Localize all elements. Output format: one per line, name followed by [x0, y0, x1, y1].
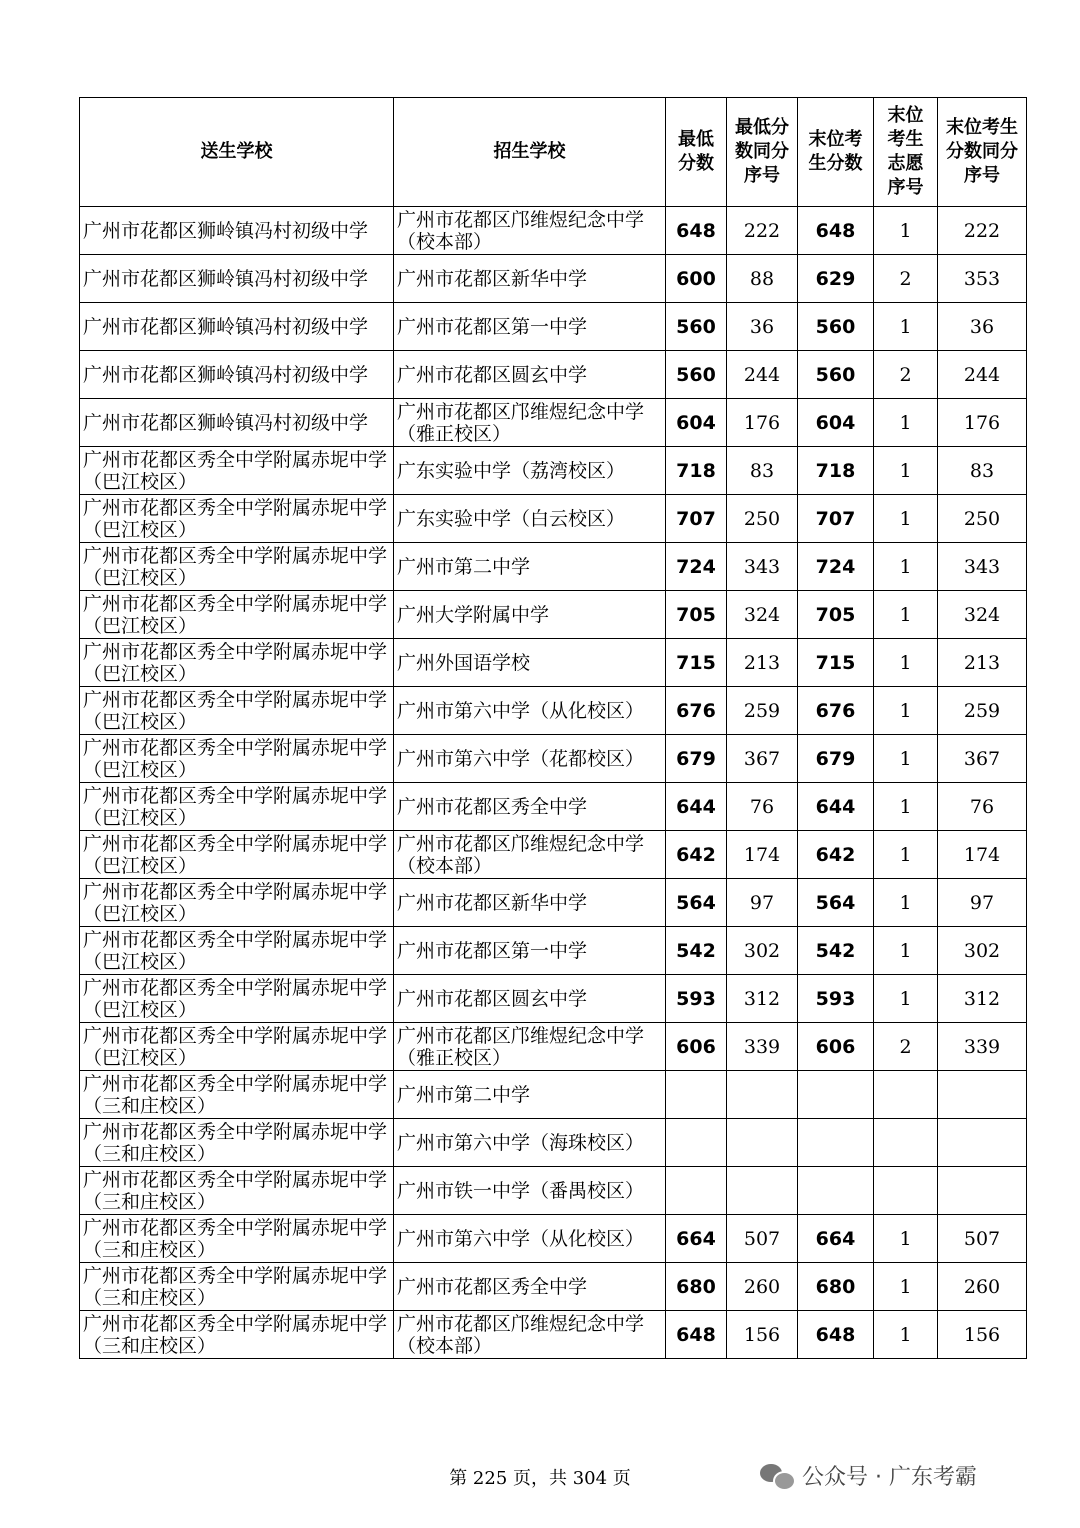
cell-recruit-school: 广州市花都区秀全中学: [394, 783, 666, 831]
cell-last-score: 560: [798, 303, 874, 351]
cell-last-score: 707: [798, 495, 874, 543]
cell-last-score: 705: [798, 591, 874, 639]
cell-last-rank: [938, 1167, 1027, 1215]
cell-recruit-school: 广州市花都区秀全中学: [394, 1263, 666, 1311]
table-row: [80, 1311, 1027, 1359]
cell-last-score: 642: [798, 831, 874, 879]
cell-send-school: 广州市花都区秀全中学附属赤坭中学（三和庄校区）: [80, 1215, 394, 1263]
table-row: [80, 1263, 1027, 1311]
table-row: [80, 447, 1027, 495]
cell-recruit-school: 广州市花都区邝维煜纪念中学（校本部）: [394, 831, 666, 879]
cell-min-rank: [727, 1119, 798, 1167]
cell-last-rank: [938, 1119, 1027, 1167]
cell-last-choice: [874, 1119, 938, 1167]
cell-send-school: 广州市花都区秀全中学附属赤坭中学（三和庄校区）: [80, 1263, 394, 1311]
cell-send-school: 广州市花都区秀全中学附属赤坭中学（巴江校区）: [80, 687, 394, 735]
cell-last-score: [798, 1167, 874, 1215]
header-last-score: 末位考 生分数: [798, 98, 874, 207]
header-send-school: 送生学校: [80, 98, 394, 207]
table-row: [80, 783, 1027, 831]
cell-last-rank: 250: [938, 495, 1027, 543]
cell-last-choice: 2: [874, 255, 938, 303]
cell-recruit-school: 广州市铁一中学（番禺校区）: [394, 1167, 666, 1215]
cell-send-school: 广州市花都区秀全中学附属赤坭中学（三和庄校区）: [80, 1119, 394, 1167]
cell-min-rank: [727, 1167, 798, 1215]
cell-last-choice: [874, 1167, 938, 1215]
cell-min-rank: 244: [727, 351, 798, 399]
cell-last-rank: [938, 1071, 1027, 1119]
cell-min-score: 604: [666, 399, 727, 447]
cell-min-rank: 176: [727, 399, 798, 447]
cell-min-score: 679: [666, 735, 727, 783]
cell-recruit-school: 广州市第六中学（从化校区）: [394, 1215, 666, 1263]
cell-last-rank: 213: [938, 639, 1027, 687]
cell-send-school: 广州市花都区秀全中学附属赤坭中学（巴江校区）: [80, 831, 394, 879]
table-row: [80, 1215, 1027, 1263]
cell-min-score: 642: [666, 831, 727, 879]
table-row: [80, 831, 1027, 879]
cell-last-rank: 259: [938, 687, 1027, 735]
cell-min-rank: 260: [727, 1263, 798, 1311]
cell-last-score: 718: [798, 447, 874, 495]
cell-recruit-school: 广州市花都区邝维煜纪念中学（雅正校区）: [394, 399, 666, 447]
cell-send-school: 广州市花都区秀全中学附属赤坭中学（三和庄校区）: [80, 1167, 394, 1215]
cell-send-school: 广州市花都区秀全中学附属赤坭中学（三和庄校区）: [80, 1311, 394, 1359]
cell-last-rank: 367: [938, 735, 1027, 783]
cell-recruit-school: 广州市第六中学（从化校区）: [394, 687, 666, 735]
cell-send-school: 广州市花都区狮岭镇冯村初级中学: [80, 255, 394, 303]
cell-min-rank: 324: [727, 591, 798, 639]
cell-min-score: 676: [666, 687, 727, 735]
cell-send-school: 广州市花都区狮岭镇冯村初级中学: [80, 303, 394, 351]
cell-min-score: [666, 1167, 727, 1215]
page-number: 第 225 页，共 304 页: [449, 1468, 631, 1489]
header-row: [80, 98, 1027, 207]
cell-last-score: 676: [798, 687, 874, 735]
cell-recruit-school: 广州市花都区邝维煜纪念中学（校本部）: [394, 1311, 666, 1359]
table-row: [80, 207, 1027, 255]
cell-last-rank: 83: [938, 447, 1027, 495]
watermark: [760, 1460, 977, 1491]
cell-last-choice: 1: [874, 1263, 938, 1311]
cell-min-rank: 222: [727, 207, 798, 255]
cell-min-score: 648: [666, 207, 727, 255]
cell-last-choice: 1: [874, 687, 938, 735]
table-row: [80, 1119, 1027, 1167]
cell-last-score: 629: [798, 255, 874, 303]
cell-last-score: 604: [798, 399, 874, 447]
cell-send-school: 广州市花都区秀全中学附属赤坭中学（巴江校区）: [80, 879, 394, 927]
cell-min-rank: 339: [727, 1023, 798, 1071]
cell-send-school: 广州市花都区狮岭镇冯村初级中学: [80, 207, 394, 255]
cell-min-rank: 97: [727, 879, 798, 927]
table-row: [80, 687, 1027, 735]
cell-min-score: 560: [666, 351, 727, 399]
cell-min-rank: [727, 1071, 798, 1119]
table-row: [80, 879, 1027, 927]
cell-send-school: 广州市花都区秀全中学附属赤坭中学（三和庄校区）: [80, 1071, 394, 1119]
cell-min-score: [666, 1071, 727, 1119]
header-last-rank: 末位考生 分数同分 序号: [938, 98, 1027, 207]
cell-last-rank: 339: [938, 1023, 1027, 1071]
cell-recruit-school: 广州大学附属中学: [394, 591, 666, 639]
cell-last-rank: 260: [938, 1263, 1027, 1311]
table-row: [80, 1023, 1027, 1071]
cell-min-rank: 259: [727, 687, 798, 735]
cell-last-choice: 1: [874, 447, 938, 495]
cell-recruit-school: 广州市花都区新华中学: [394, 879, 666, 927]
cell-min-score: [666, 1119, 727, 1167]
cell-last-choice: 1: [874, 495, 938, 543]
cell-last-score: [798, 1071, 874, 1119]
cell-recruit-school: 广州市花都区圆玄中学: [394, 351, 666, 399]
cell-last-choice: 1: [874, 543, 938, 591]
cell-last-rank: 156: [938, 1311, 1027, 1359]
cell-send-school: 广州市花都区秀全中学附属赤坭中学（巴江校区）: [80, 975, 394, 1023]
table-row: [80, 255, 1027, 303]
cell-min-rank: 88: [727, 255, 798, 303]
cell-send-school: 广州市花都区秀全中学附属赤坭中学（巴江校区）: [80, 927, 394, 975]
cell-min-score: 644: [666, 783, 727, 831]
cell-last-rank: 222: [938, 207, 1027, 255]
cell-min-rank: 367: [727, 735, 798, 783]
cell-min-score: 680: [666, 1263, 727, 1311]
cell-min-score: 707: [666, 495, 727, 543]
cell-last-score: 715: [798, 639, 874, 687]
cell-last-rank: 507: [938, 1215, 1027, 1263]
table-row: [80, 543, 1027, 591]
table-row: [80, 735, 1027, 783]
header-min-rank: 最低分 数同分 序号: [727, 98, 798, 207]
cell-min-score: 715: [666, 639, 727, 687]
cell-recruit-school: 广州市花都区第一中学: [394, 303, 666, 351]
cell-recruit-school: 广东实验中学（白云校区）: [394, 495, 666, 543]
header-min-score: 最低 分数: [666, 98, 727, 207]
cell-recruit-school: 广州市第二中学: [394, 1071, 666, 1119]
cell-last-score: 664: [798, 1215, 874, 1263]
cell-send-school: 广州市花都区狮岭镇冯村初级中学: [80, 399, 394, 447]
cell-send-school: 广州市花都区狮岭镇冯村初级中学: [80, 351, 394, 399]
header-recruit-school: 招生学校: [394, 98, 666, 207]
admission-table: [79, 97, 1027, 1359]
cell-min-rank: 83: [727, 447, 798, 495]
cell-last-choice: 1: [874, 303, 938, 351]
cell-min-rank: 302: [727, 927, 798, 975]
cell-recruit-school: 广州市花都区圆玄中学: [394, 975, 666, 1023]
cell-last-rank: 324: [938, 591, 1027, 639]
cell-min-rank: 174: [727, 831, 798, 879]
table-row: [80, 591, 1027, 639]
cell-recruit-school: 广州市花都区邝维煜纪念中学（雅正校区）: [394, 1023, 666, 1071]
cell-send-school: 广州市花都区秀全中学附属赤坭中学（巴江校区）: [80, 783, 394, 831]
cell-send-school: 广州市花都区秀全中学附属赤坭中学（巴江校区）: [80, 543, 394, 591]
cell-last-choice: 1: [874, 1311, 938, 1359]
cell-min-score: 593: [666, 975, 727, 1023]
cell-last-choice: 1: [874, 1215, 938, 1263]
cell-min-score: 606: [666, 1023, 727, 1071]
cell-last-score: 644: [798, 783, 874, 831]
cell-last-choice: 1: [874, 735, 938, 783]
cell-last-rank: 353: [938, 255, 1027, 303]
cell-min-rank: 250: [727, 495, 798, 543]
cell-send-school: 广州市花都区秀全中学附属赤坭中学（巴江校区）: [80, 735, 394, 783]
cell-min-rank: 312: [727, 975, 798, 1023]
cell-last-choice: 1: [874, 927, 938, 975]
cell-send-school: 广州市花都区秀全中学附属赤坭中学（巴江校区）: [80, 495, 394, 543]
cell-min-score: 564: [666, 879, 727, 927]
cell-last-rank: 244: [938, 351, 1027, 399]
cell-min-rank: 156: [727, 1311, 798, 1359]
cell-last-rank: 312: [938, 975, 1027, 1023]
table-row: [80, 303, 1027, 351]
cell-min-score: 600: [666, 255, 727, 303]
cell-last-score: [798, 1119, 874, 1167]
cell-last-choice: 1: [874, 975, 938, 1023]
table-row: [80, 495, 1027, 543]
cell-last-score: 679: [798, 735, 874, 783]
cell-last-choice: 1: [874, 591, 938, 639]
cell-last-score: 724: [798, 543, 874, 591]
cell-recruit-school: 广东实验中学（荔湾校区）: [394, 447, 666, 495]
cell-last-rank: 36: [938, 303, 1027, 351]
watermark-text: 公众号 · 广东考霸: [802, 1465, 977, 1490]
cell-last-rank: 97: [938, 879, 1027, 927]
cell-last-choice: 1: [874, 879, 938, 927]
cell-last-score: 680: [798, 1263, 874, 1311]
cell-last-rank: 76: [938, 783, 1027, 831]
cell-last-score: 606: [798, 1023, 874, 1071]
table-row: [80, 975, 1027, 1023]
table-row: [80, 639, 1027, 687]
cell-last-choice: 1: [874, 639, 938, 687]
cell-last-score: 648: [798, 1311, 874, 1359]
cell-recruit-school: 广州市第二中学: [394, 543, 666, 591]
cell-recruit-school: 广州市第六中学（海珠校区）: [394, 1119, 666, 1167]
cell-min-score: 718: [666, 447, 727, 495]
wechat-icon: [760, 1462, 794, 1490]
cell-last-choice: 1: [874, 831, 938, 879]
cell-min-rank: 36: [727, 303, 798, 351]
cell-min-score: 560: [666, 303, 727, 351]
cell-recruit-school: 广州市花都区邝维煜纪念中学（校本部）: [394, 207, 666, 255]
cell-recruit-school: 广州市花都区新华中学: [394, 255, 666, 303]
cell-last-choice: 1: [874, 399, 938, 447]
cell-min-rank: 343: [727, 543, 798, 591]
cell-min-score: 648: [666, 1311, 727, 1359]
cell-last-score: 648: [798, 207, 874, 255]
cell-last-rank: 176: [938, 399, 1027, 447]
cell-send-school: 广州市花都区秀全中学附属赤坭中学（巴江校区）: [80, 591, 394, 639]
cell-last-score: 560: [798, 351, 874, 399]
table-row: [80, 1167, 1027, 1215]
cell-min-rank: 507: [727, 1215, 798, 1263]
cell-send-school: 广州市花都区秀全中学附属赤坭中学（巴江校区）: [80, 447, 394, 495]
cell-send-school: 广州市花都区秀全中学附属赤坭中学（巴江校区）: [80, 1023, 394, 1071]
cell-recruit-school: 广州市第六中学（花都校区）: [394, 735, 666, 783]
table-row: [80, 1071, 1027, 1119]
cell-last-choice: 1: [874, 207, 938, 255]
cell-recruit-school: 广州外国语学校: [394, 639, 666, 687]
cell-last-rank: 174: [938, 831, 1027, 879]
cell-min-score: 724: [666, 543, 727, 591]
cell-last-choice: 1: [874, 783, 938, 831]
cell-last-choice: [874, 1071, 938, 1119]
cell-send-school: 广州市花都区秀全中学附属赤坭中学（巴江校区）: [80, 639, 394, 687]
cell-last-choice: 2: [874, 1023, 938, 1071]
cell-last-score: 542: [798, 927, 874, 975]
table-row: [80, 927, 1027, 975]
cell-min-rank: 213: [727, 639, 798, 687]
table-row: [80, 399, 1027, 447]
cell-last-choice: 2: [874, 351, 938, 399]
cell-recruit-school: 广州市花都区第一中学: [394, 927, 666, 975]
table-row: [80, 351, 1027, 399]
cell-min-rank: 76: [727, 783, 798, 831]
cell-min-score: 705: [666, 591, 727, 639]
cell-last-score: 564: [798, 879, 874, 927]
cell-last-rank: 343: [938, 543, 1027, 591]
cell-min-score: 542: [666, 927, 727, 975]
cell-last-rank: 302: [938, 927, 1027, 975]
cell-last-score: 593: [798, 975, 874, 1023]
cell-min-score: 664: [666, 1215, 727, 1263]
header-last-choice: 末位 考生 志愿 序号: [874, 98, 938, 207]
